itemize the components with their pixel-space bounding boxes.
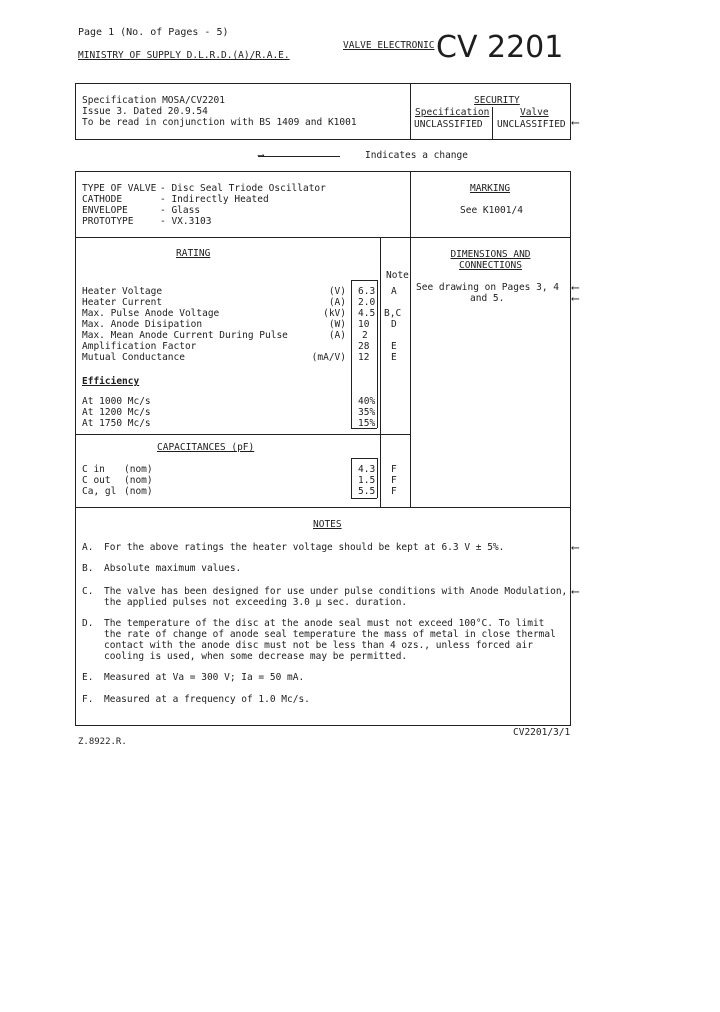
rating-note: E [391, 341, 397, 352]
rating-note: E [391, 352, 397, 363]
info-rule [75, 237, 571, 238]
rating-label: Heater Voltage [82, 286, 163, 297]
rating-label: Heater Current [82, 297, 163, 308]
dimensions-text: See drawing on Pages 3, 4 [416, 282, 559, 293]
rating-label: Max. Anode Disipation [82, 319, 203, 330]
rating-title: RATING [176, 248, 211, 259]
notes-title: NOTES [313, 519, 342, 530]
rating-label: Amplification Factor [82, 341, 197, 352]
cap-value: 5.5 [358, 486, 376, 497]
note-line: The valve has been designed for use under pulse conditions with Anode Modulation, [104, 586, 568, 597]
rating-note: D [391, 319, 397, 330]
rating-value-left [351, 280, 352, 428]
main-divider [410, 171, 411, 507]
note-line: Measured at a frequency of 1.0 Mc/s. [104, 694, 310, 705]
note-letter: A. [82, 542, 94, 553]
efficiency-label: At 1200 Mc/s [82, 407, 151, 418]
change-arrow-2: ⟵ [572, 281, 579, 294]
rating-unit: (W) [328, 319, 346, 330]
prototype-label: PROTOTYPE [82, 216, 134, 227]
rating-value-right [377, 280, 378, 428]
rating-value: 12 [358, 352, 370, 363]
type-value: - Disc Seal Triode Oscillator [160, 183, 326, 194]
efficiency-value: 40% [358, 396, 376, 407]
change-arrow-line [258, 156, 340, 157]
note-letter: D. [82, 618, 94, 629]
cap-note: F [391, 464, 397, 475]
cap-qualifier: (nom) [124, 464, 153, 475]
envelope-value: - Glass [160, 205, 201, 216]
rating-value: 2 [362, 330, 368, 341]
note-line: the applied pulses not exceeding 3.0 µ sec. duration. [104, 597, 408, 608]
valve-label: Valve [520, 107, 549, 118]
change-arrow-4: ⟵ [572, 541, 579, 554]
cathode-value: - Indirectly Heated [160, 194, 269, 205]
cap-label: C out [82, 475, 111, 486]
rating-value: 4.5 [358, 308, 376, 319]
note-letter: C. [82, 586, 94, 597]
marking-title: MARKING [470, 183, 511, 194]
spec-line-3: To be read in conjunction with BS 1409 and K1001 [82, 117, 357, 128]
ministry-line: MINISTRY OF SUPPLY D.L.R.D.(A)/R.A.E. [78, 50, 290, 61]
prototype-value: - VX.3103 [160, 216, 212, 227]
cap-value-top [351, 458, 377, 459]
note-line: For the above ratings the heater voltage should be kept at 6.3 V ± 5%. [104, 542, 505, 553]
rating-unit: (A) [328, 330, 346, 341]
spec-classification: UNCLASSIFIED [414, 119, 483, 130]
note-line: Absolute maximum values. [104, 563, 242, 574]
rating-unit: (mA/V) [311, 352, 346, 363]
note-line: Measured at Va = 300 V; Ia = 50 mA. [104, 672, 305, 683]
rating-value: 10 [358, 319, 370, 330]
valve-electronic-label: VALVE ELECTRONIC [343, 40, 435, 51]
spec-divider [410, 83, 411, 140]
dimensions-text-2: and 5. [470, 293, 505, 304]
spec-line-2: Issue 3. Dated 20.9.54 [82, 106, 208, 117]
change-arrow-3: ⟵ [572, 292, 579, 305]
page-ref: CV2201/3/1 [513, 727, 571, 738]
note-line: the rate of change of anode seal temperature the mass of metal in close thermal [104, 629, 556, 640]
cv-number: CV 2201 [436, 30, 564, 65]
note-line: contact with the anode disc must not be less than 4 ozs., unless forced air [104, 640, 533, 651]
note-letter: B. [82, 563, 94, 574]
cap-qualifier: (nom) [124, 475, 153, 486]
efficiency-label: At 1000 Mc/s [82, 396, 151, 407]
rating-value: 2.0 [358, 297, 376, 308]
cap-value: 4.3 [358, 464, 376, 475]
efficiency-value: 15% [358, 418, 376, 429]
spec-label: Specification [415, 107, 490, 118]
envelope-label: ENVELOPE [82, 205, 128, 216]
notes-rule [75, 507, 571, 508]
rating-label: Max. Mean Anode Current During Pulse [82, 330, 288, 341]
rating-note: B,C [384, 308, 402, 319]
note-header: Note [386, 270, 409, 281]
connections-title: CONNECTIONS [459, 260, 522, 271]
change-arrow-5: ⟵ [572, 585, 579, 598]
efficiency-title: Efficiency [82, 376, 140, 387]
rating-value: 28 [358, 341, 370, 352]
cap-label: C in [82, 464, 105, 475]
note-letter: E. [82, 672, 94, 683]
cap-value-bottom [351, 498, 377, 499]
page-info: Page 1 (No. of Pages - 5) [78, 27, 229, 38]
dimensions-title: DIMENSIONS AND [450, 249, 531, 260]
change-arrow-1: ⟵ [572, 116, 579, 129]
note-letter: F. [82, 694, 94, 705]
capacitance-rule [75, 434, 410, 435]
cap-label: Ca, gl [82, 486, 117, 497]
cap-qualifier: (nom) [124, 486, 153, 497]
change-arrow-icon: ⟶ [258, 150, 264, 161]
rating-note-divider [380, 237, 381, 507]
note-line: cooling is used, when some decrease may be permitted. [104, 651, 408, 662]
rating-unit: (kV) [323, 308, 346, 319]
cap-note: F [391, 486, 397, 497]
rating-value-top [351, 280, 377, 281]
cathode-label: CATHODE [82, 194, 123, 205]
efficiency-value: 35% [358, 407, 376, 418]
cap-value-left [351, 458, 352, 498]
rating-label: Max. Pulse Anode Voltage [82, 308, 220, 319]
cap-value-right [377, 458, 378, 498]
change-note: Indicates a change [365, 150, 468, 161]
rating-value: 6.3 [358, 286, 376, 297]
rating-unit: (A) [328, 297, 346, 308]
note-line: The temperature of the disc at the anode seal must not exceed 100°C. To limit [104, 618, 545, 629]
spec-line-1: Specification MOSA/CV2201 [82, 95, 225, 106]
valve-classification: UNCLASSIFIED [497, 119, 566, 130]
marking-value: See K1001/4 [460, 205, 523, 216]
print-ref: Z.8922.R. [78, 737, 127, 747]
security-title: SECURITY [474, 95, 520, 106]
type-label: TYPE OF VALVE [82, 183, 157, 194]
efficiency-label: At 1750 Mc/s [82, 418, 151, 429]
capacitances-title: CAPACITANCES (pF) [157, 442, 255, 453]
rating-label: Mutual Conductance [82, 352, 185, 363]
cap-value: 1.5 [358, 475, 376, 486]
rating-unit: (V) [328, 286, 346, 297]
rating-note: A [391, 286, 397, 297]
security-divider [492, 107, 493, 140]
cap-note: F [391, 475, 397, 486]
